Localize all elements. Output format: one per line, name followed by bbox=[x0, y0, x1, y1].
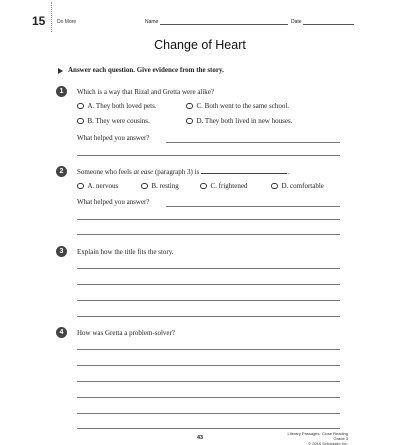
q2-option-d[interactable]: D. comfortable bbox=[271, 182, 324, 190]
question-number-2: 2 bbox=[56, 166, 67, 177]
radio-icon[interactable] bbox=[200, 183, 207, 190]
answer-line[interactable] bbox=[77, 316, 340, 317]
q2-blank[interactable] bbox=[201, 173, 287, 174]
q1-helped-label: What helped you answer? bbox=[77, 134, 150, 142]
answer-line[interactable] bbox=[77, 349, 340, 350]
q2-option-a[interactable]: A. nervous bbox=[77, 182, 118, 190]
answer-line[interactable] bbox=[77, 428, 340, 429]
worksheet-header bbox=[12, 14, 388, 30]
answer-line[interactable] bbox=[77, 219, 340, 220]
question-2-text: Someone who feels at ease (paragraph 3) is . bbox=[77, 168, 290, 176]
answer-line[interactable] bbox=[77, 413, 340, 414]
q1-option-b[interactable]: B. They were cousins. bbox=[77, 117, 150, 125]
radio-icon[interactable] bbox=[186, 118, 193, 125]
radio-icon[interactable] bbox=[77, 183, 84, 190]
radio-icon[interactable] bbox=[77, 118, 84, 125]
dotted-divider bbox=[51, 2, 53, 32]
question-4-text: How was Gretta a problem-solver? bbox=[77, 329, 175, 337]
play-arrow-icon bbox=[58, 68, 63, 74]
answer-line[interactable] bbox=[77, 381, 340, 382]
q2-option-c[interactable]: C. frightened bbox=[200, 182, 247, 190]
answer-line[interactable] bbox=[77, 234, 340, 235]
answer-line[interactable] bbox=[77, 268, 340, 269]
name-field[interactable] bbox=[160, 24, 288, 25]
name-label: Name bbox=[145, 19, 159, 25]
page-number: 15 bbox=[32, 14, 46, 28]
question-number-3: 3 bbox=[56, 246, 67, 257]
question-1-text: Which is a way that Rizal and Gretta were alike? bbox=[77, 88, 215, 96]
question-number-4: 4 bbox=[56, 327, 67, 338]
radio-icon[interactable] bbox=[186, 103, 193, 110]
q2-option-b[interactable]: B. resting bbox=[141, 182, 179, 190]
footer-credit: Literary Passages: Close Reading Grade 3 © 2016 Scholastic Inc. bbox=[287, 431, 348, 445]
directions: Answer each question. Give evidence from the story. bbox=[68, 66, 224, 74]
footer-page-number: 43 bbox=[196, 435, 204, 441]
question-number-1: 1 bbox=[56, 86, 67, 97]
q1-option-a[interactable]: A. They both loved pets. bbox=[77, 102, 157, 110]
answer-line[interactable] bbox=[77, 365, 340, 366]
worksheet-title: Change of Heart bbox=[154, 38, 246, 52]
q1-helped-line[interactable] bbox=[166, 142, 340, 143]
answer-line[interactable] bbox=[77, 284, 340, 285]
date-label: Date bbox=[291, 19, 302, 25]
q2-helped-label: What helped you answer? bbox=[77, 198, 150, 206]
radio-icon[interactable] bbox=[77, 103, 84, 110]
q1-option-d[interactable]: D. They both lived in new houses. bbox=[186, 117, 292, 125]
answer-line[interactable] bbox=[77, 155, 340, 156]
answer-line[interactable] bbox=[77, 397, 340, 398]
question-3-text: Explain how the title fits the story. bbox=[77, 248, 174, 256]
answer-line[interactable] bbox=[77, 300, 340, 301]
series-label: Do More bbox=[57, 19, 77, 25]
date-field[interactable] bbox=[303, 24, 354, 25]
radio-icon[interactable] bbox=[141, 183, 148, 190]
q2-helped-line[interactable] bbox=[166, 206, 340, 207]
radio-icon[interactable] bbox=[271, 183, 278, 190]
q1-option-c[interactable]: C. Both went to the same school. bbox=[186, 102, 289, 110]
